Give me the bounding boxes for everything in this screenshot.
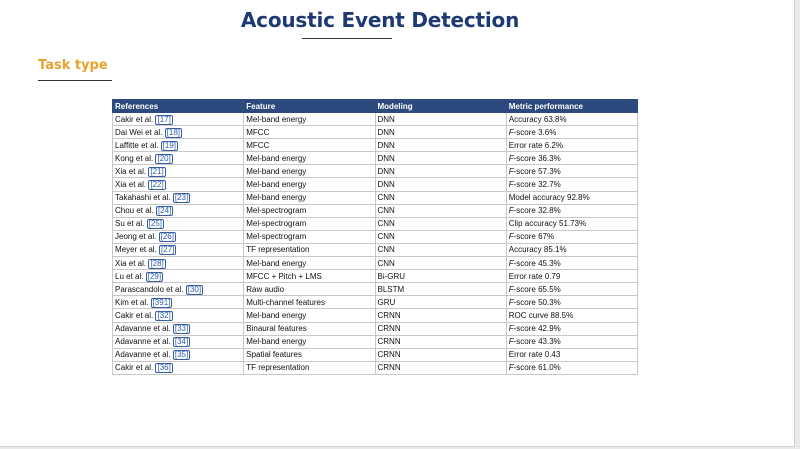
reference-cell [113,348,244,361]
feature-cell: Mel-spectrogram [244,204,375,217]
table-row [113,126,638,139]
author-name: Adavanne et al. [115,350,171,360]
modeling-cell: CRNN [375,348,506,361]
author-name: Laffitte et al. [115,140,159,150]
reference-cell [113,165,244,178]
metric-cell: F-score 45.3% [506,257,637,270]
table-row [113,322,638,335]
modeling-cell: CNN [375,243,506,256]
feature-cell: MFCC + Pitch + LMS [244,270,375,283]
feature-cell: MFCC [244,126,375,139]
metric-cell: Error rate 0.43 [506,348,637,361]
table-row [113,296,638,309]
table-row [113,191,638,204]
modeling-cell: DNN [375,152,506,165]
citation-link[interactable]: [32] [157,310,171,320]
table-row [113,283,638,296]
feature-cell: TF representation [244,243,375,256]
modeling-cell: GRU [375,296,506,309]
column-header-feature: Feature [244,100,375,113]
table-row [113,257,638,270]
citation-link[interactable]: [21] [150,166,164,176]
author-name: Meyer et al. [115,245,157,255]
table-row [113,113,638,126]
slide-title: Acoustic Event Detection [240,8,520,32]
feature-cell: Mel-band energy [244,178,375,191]
citation-link[interactable]: [26] [160,232,174,242]
reference-cell [113,309,244,322]
table-row [113,230,638,243]
feature-cell: Mel-band energy [244,309,375,322]
citation-link[interactable]: [34] [174,337,189,347]
metric-cell: F-score 42.9% [506,322,637,335]
feature-cell: Mel-band energy [244,152,375,165]
modeling-cell: CRNN [375,361,506,374]
section-underline [38,80,112,81]
feature-cell: Mel-band energy [244,257,375,270]
citation-link[interactable]: [20] [157,153,171,163]
metric-cell: Model accuracy 92.8% [506,191,637,204]
reference-cell [113,191,244,204]
author-name: Parascandolo et al. [115,284,184,294]
modeling-cell: Bi-GRU [375,270,506,283]
modeling-cell: CNN [375,217,506,230]
feature-cell: Mel-spectrogram [244,217,375,230]
metric-cell: F-score 57.3% [506,165,637,178]
column-header-modeling: Modeling [375,100,506,113]
modeling-cell: CRNN [375,322,506,335]
modeling-cell: CRNN [375,309,506,322]
reference-cell [113,204,244,217]
citation-link[interactable]: [24] [157,206,172,216]
feature-cell: Mel-spectrogram [244,230,375,243]
modeling-cell: DNN [375,113,506,126]
table-header-row [113,100,638,113]
table-row [113,361,638,374]
modeling-cell: CNN [375,257,506,270]
modeling-cell: DNN [375,178,506,191]
author-name: Xia et al. [115,180,147,190]
reference-cell [113,217,244,230]
reference-cell [113,126,244,139]
citation-link[interactable]: [35] [174,350,189,360]
citation-link[interactable]: [25] [148,219,162,229]
author-name: Cakir et al. [115,114,154,124]
modeling-cell: DNN [375,126,506,139]
references-table [112,99,638,375]
table-row [113,152,638,165]
reference-cell [113,322,244,335]
citation-link[interactable]: [36] [157,363,171,373]
metric-cell: F-score 3.6% [506,126,637,139]
modeling-cell: CRNN [375,335,506,348]
reference-cell [113,113,244,126]
title-underline [302,38,392,39]
metric-cell: Error rate 6.2% [506,139,637,152]
feature-cell: TF representation [244,361,375,374]
table-row [113,335,638,348]
reference-cell [113,361,244,374]
author-name: Kong et al. [115,153,154,163]
feature-cell: Binaural features [244,322,375,335]
citation-link[interactable]: [17] [157,114,171,124]
feature-cell: Multi-channel features [244,296,375,309]
reference-cell [113,257,244,270]
citation-link[interactable]: [33] [174,324,189,334]
metric-cell: F-score 36.3% [506,152,637,165]
citation-link[interactable]: [27] [161,245,175,255]
metric-cell: F-score 65.5% [506,283,637,296]
citation-link[interactable]: [391] [152,297,171,307]
modeling-cell: DNN [375,139,506,152]
author-name: Takahashi et al. [115,193,171,203]
table-row [113,309,638,322]
metric-cell: F-score 43.3% [506,335,637,348]
column-header-metric: Metric performance [506,100,637,113]
feature-cell: MFCC [244,139,375,152]
feature-cell: Mel-band energy [244,113,375,126]
author-name: Adavanne et al. [115,324,171,334]
reference-cell [113,152,244,165]
table-row [113,270,638,283]
metric-cell: Clip accuracy 51.73% [506,217,637,230]
feature-cell: Mel-band energy [244,191,375,204]
table-row [113,139,638,152]
metric-cell: Accuracy 63.8% [506,113,637,126]
author-name: Kim et al. [115,297,149,307]
metric-cell: ROC curve 88.5% [506,309,637,322]
modeling-cell: CNN [375,204,506,217]
citation-link[interactable]: [19] [162,140,177,150]
modeling-cell: BLSTM [375,283,506,296]
citation-link[interactable]: [30] [187,284,202,294]
table-row [113,243,638,256]
citation-link[interactable]: [28] [150,258,164,268]
reference-cell [113,296,244,309]
reference-cell [113,335,244,348]
section-heading: Task type [38,58,108,73]
modeling-cell: DNN [375,165,506,178]
metric-cell: Error rate 0.79 [506,270,637,283]
author-name: Adavanne et al. [115,337,171,347]
metric-cell: F-score 61.0% [506,361,637,374]
modeling-cell: CNN [375,230,506,243]
metric-cell: F-score 32.7% [506,178,637,191]
metric-cell: Accuracy 85.1% [506,243,637,256]
reference-cell [113,270,244,283]
author-name: Chou et al. [115,206,154,216]
citation-link[interactable]: [29] [147,271,162,281]
modeling-cell: CNN [375,191,506,204]
column-header-references: References [113,100,244,113]
metric-cell: F-score 32.8% [506,204,637,217]
feature-cell: Raw audio [244,283,375,296]
author-name: Su et al. [115,219,145,229]
author-name: Dai Wei et al. [115,127,163,137]
citation-link[interactable]: [22] [150,180,164,190]
author-name: Xia et al. [115,258,147,268]
metric-cell: F-score 67% [506,230,637,243]
author-name: Cakir et al. [115,310,154,320]
author-name: Lu et al. [115,271,144,281]
reference-cell [113,178,244,191]
author-name: Cakir et al. [115,363,154,373]
metric-cell: F-score 50.3% [506,296,637,309]
table-row [113,178,638,191]
author-name: Jeong et al. [115,232,157,242]
table-row [113,348,638,361]
citation-link[interactable]: [23] [174,193,189,203]
reference-cell [113,230,244,243]
feature-cell: Mel-band energy [244,335,375,348]
table-row [113,204,638,217]
reference-cell [113,243,244,256]
reference-cell [113,139,244,152]
reference-cell [113,283,244,296]
table-row [113,165,638,178]
feature-cell: Mel-band energy [244,165,375,178]
table-row [113,217,638,230]
author-name: Xia et al. [115,166,147,176]
citation-link[interactable]: [18] [166,127,181,137]
feature-cell: Spatial features [244,348,375,361]
